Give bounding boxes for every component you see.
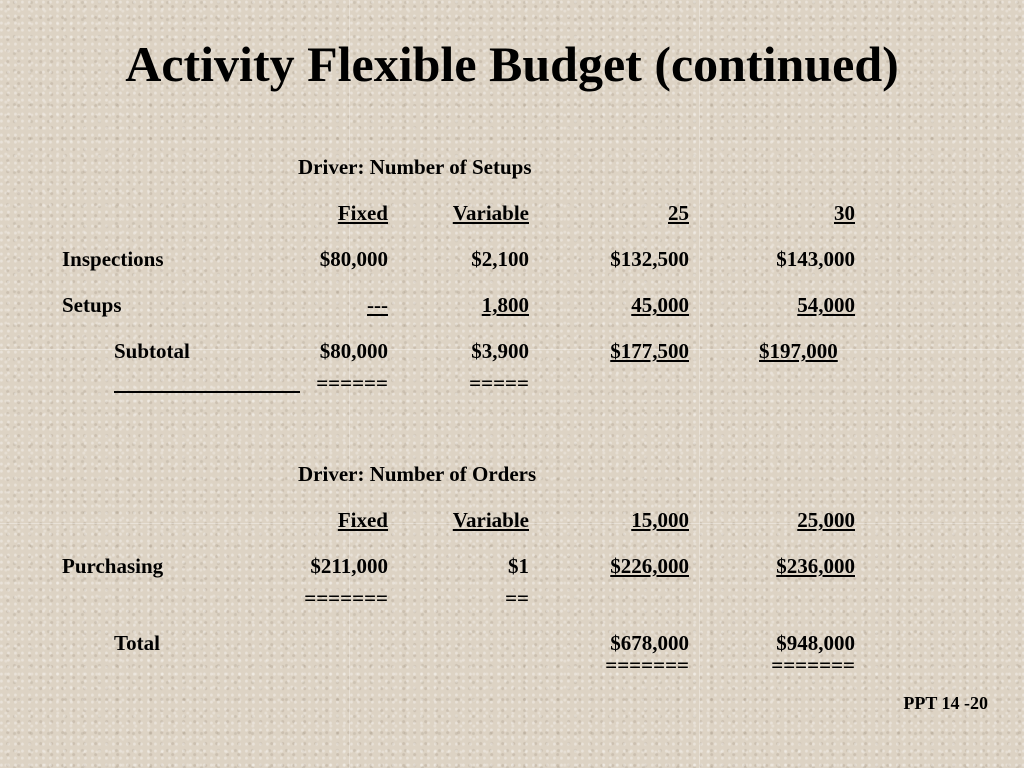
- orders-double-rule-fixed: =======: [304, 586, 388, 610]
- setups-level-30: 54,000: [797, 293, 855, 317]
- setups-variable: 1,800: [481, 293, 529, 317]
- driver-label-setups: Driver: Number of Setups: [298, 155, 532, 179]
- setups-level-25: 45,000: [631, 293, 689, 317]
- subtotal-rule-line: [114, 391, 300, 393]
- driver-label-orders: Driver: Number of Orders: [298, 462, 537, 486]
- orders-header-level-25000: 25,000: [797, 508, 855, 532]
- double-rule-variable: =====: [469, 371, 529, 395]
- purchasing-variable: $1: [508, 554, 529, 578]
- inspections-variable: $2,100: [471, 247, 529, 271]
- row-label-total: Total: [114, 631, 160, 655]
- header-level-25: 25: [668, 201, 689, 225]
- subtotal-level-30: $197,000: [759, 339, 838, 363]
- row-label-purchasing: Purchasing: [62, 554, 164, 578]
- orders-header-fixed: Fixed: [337, 508, 388, 532]
- subtotal-level-25: $177,500: [610, 339, 689, 363]
- inspections-level-30: $143,000: [776, 247, 855, 271]
- inspections-fixed: $80,000: [319, 247, 388, 271]
- total-double-rule-1: =======: [605, 653, 689, 677]
- background-seam: [699, 0, 700, 768]
- header-fixed: Fixed: [337, 201, 388, 225]
- orders-double-rule-variable: ==: [505, 586, 529, 610]
- header-level-30: 30: [834, 201, 855, 225]
- total-level-2: $948,000: [776, 631, 855, 655]
- subtotal-variable: $3,900: [471, 339, 529, 363]
- subtotal-fixed: $80,000: [319, 339, 388, 363]
- total-level-1: $678,000: [610, 631, 689, 655]
- purchasing-level-15000: $226,000: [610, 554, 689, 578]
- total-double-rule-2: =======: [771, 653, 855, 677]
- purchasing-level-25000: $236,000: [776, 554, 855, 578]
- row-label-inspections: Inspections: [62, 247, 164, 271]
- subtotal-level-30-underlined: [689, 338, 879, 364]
- row-label-subtotal: Subtotal: [114, 339, 190, 363]
- setups-fixed: ---: [367, 293, 388, 317]
- slide-number: PPT 14 -20: [903, 693, 988, 713]
- double-rule-fixed: ======: [316, 371, 388, 395]
- row-label-setups: Setups: [62, 293, 122, 317]
- purchasing-fixed: $211,000: [310, 554, 388, 578]
- header-variable: Variable: [452, 201, 529, 225]
- slide-title: Activity Flexible Budget (continued): [125, 36, 899, 92]
- inspections-level-25: $132,500: [610, 247, 689, 271]
- orders-header-variable: Variable: [452, 508, 529, 532]
- orders-header-level-15000: 15,000: [631, 508, 689, 532]
